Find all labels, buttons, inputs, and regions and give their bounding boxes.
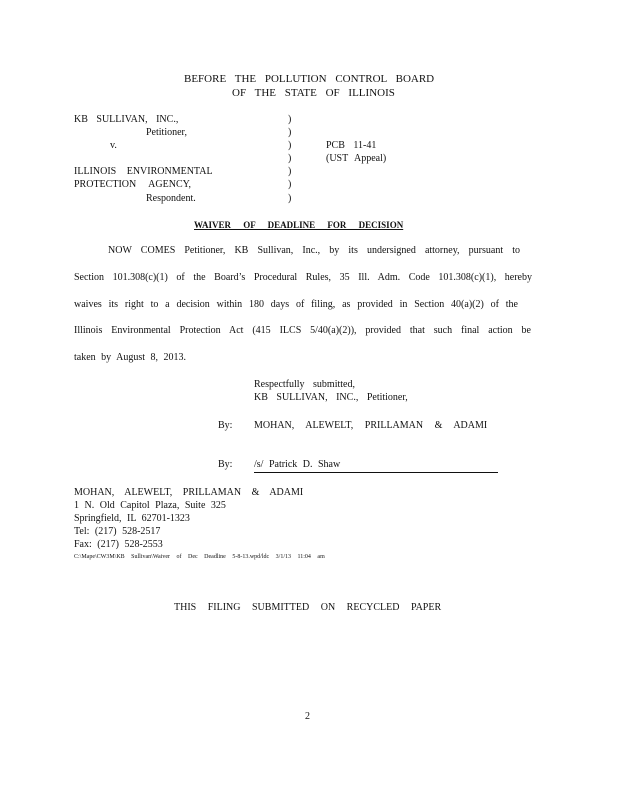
by-label: By: bbox=[218, 420, 233, 431]
signature-firm: MOHAN, ALEWELT, PRILLAMAN & ADAMI bbox=[254, 420, 488, 431]
versus-label: v. bbox=[110, 140, 117, 151]
case-type: (UST Appeal) bbox=[326, 153, 387, 164]
signer-name: /s/ Patrick D. Shaw bbox=[254, 459, 341, 470]
body-line-4 bbox=[74, 326, 531, 336]
caption-paren: ) bbox=[288, 140, 292, 151]
firm-address-line1: 1 N. Old Capitol Plaza, Suite 325 bbox=[74, 500, 226, 511]
body-line-2 bbox=[74, 273, 532, 283]
signing-party: KB SULLIVAN, INC., Petitioner, bbox=[254, 392, 408, 403]
caption-paren: ) bbox=[288, 179, 292, 190]
firm-name: MOHAN, ALEWELT, PRILLAMAN & ADAMI bbox=[74, 487, 304, 498]
respondent-line1: ILLINOIS ENVIRONMENTAL bbox=[74, 166, 213, 177]
document-title: WAIVER OF DEADLINE FOR DECISION bbox=[194, 220, 404, 230]
by-label: By: bbox=[218, 459, 233, 470]
caption-paren: ) bbox=[288, 166, 292, 177]
caption-paren: ) bbox=[288, 127, 292, 138]
firm-fax: Fax: (217) 528-2553 bbox=[74, 539, 163, 550]
body-text: Illinois Environmental Protection Act (415 ILCS 5/40(a)(2)), provided that such final action be bbox=[74, 325, 531, 336]
signature-line bbox=[254, 460, 498, 473]
file-path-stamp: C:\Mape\CW3M\KB Sullivan\Waiver of Dec Deadline 5-8-13.wpd/ldc 3/1/13 11:04 am bbox=[74, 554, 325, 560]
body-line-5: taken by August 8, 2013. bbox=[74, 352, 186, 363]
firm-address-line2: Springfield, IL 62701-1323 bbox=[74, 513, 190, 524]
body-line-3 bbox=[74, 300, 518, 310]
respondent-line2: PROTECTION AGENCY, bbox=[74, 179, 192, 190]
case-number: PCB 11-41 bbox=[326, 140, 377, 151]
petitioner-name: KB SULLIVAN, INC., bbox=[74, 114, 179, 125]
page-number: 2 bbox=[305, 711, 310, 722]
body-line-1 bbox=[108, 246, 520, 256]
board-header-line2: OF THE STATE OF ILLINOIS bbox=[232, 87, 395, 99]
petitioner-role: Petitioner, bbox=[146, 127, 187, 138]
body-text: NOW COMES Petitioner, KB Sullivan, Inc., by its undersigned attorney, pursuant to bbox=[108, 245, 520, 256]
caption-paren: ) bbox=[288, 193, 292, 204]
body-text: waives its right to a decision within 180 days of filing, as provided in Section 40(a)(2) of the bbox=[74, 299, 518, 310]
caption-paren: ) bbox=[288, 153, 292, 164]
recycled-paper-notice: THIS FILING SUBMITTED ON RECYCLED PAPER bbox=[174, 602, 442, 613]
body-text: Section 101.308(c)(1) of the Board’s Procedural Rules, 35 Ill. Adm. Code 101.308(c)(1), hereby bbox=[74, 272, 532, 283]
caption-paren: ) bbox=[288, 114, 292, 125]
respondent-role: Respondent. bbox=[146, 193, 196, 204]
board-header-line1: BEFORE THE POLLUTION CONTROL BOARD bbox=[184, 73, 435, 85]
firm-telephone: Tel: (217) 528-2517 bbox=[74, 526, 161, 537]
closing-line: Respectfully submitted, bbox=[254, 379, 355, 390]
